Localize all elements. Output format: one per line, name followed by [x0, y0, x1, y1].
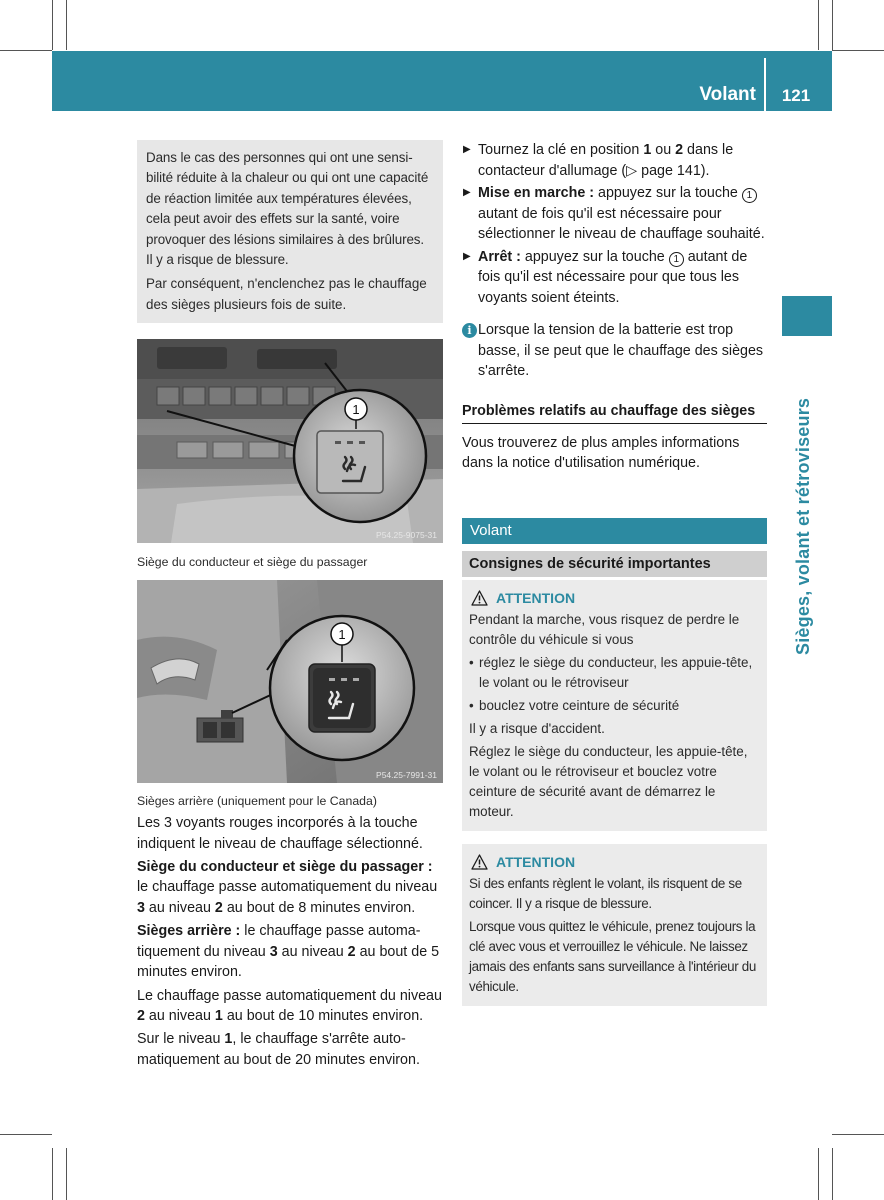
crop-mark	[66, 0, 67, 50]
intro-paragraph: Les 3 voyants rouges incorporés à la touche indiquent le niveau de chauffage sélectionné.	[137, 815, 423, 852]
step-ignition: ▶ Tournez la clé en position 1 ou 2 dans le contacteur d'allumage (▷ page 141).	[463, 142, 734, 179]
figure-ref: P54.25-7991-31	[376, 770, 437, 781]
figure-ref: P54.25-9075-31	[376, 530, 437, 541]
warning-box	[137, 140, 443, 323]
crop-mark	[818, 0, 819, 50]
side-tab-label: Sièges, volant et rétroviseurs	[793, 397, 813, 655]
attention-heading: ATTENTION	[469, 852, 760, 872]
figure-front-seat-heater	[137, 339, 443, 543]
attention-box-children	[462, 844, 767, 1006]
callout-number: 1	[669, 252, 684, 267]
attention-bullet: • bouclez votre ceinture de sécurité	[469, 696, 760, 716]
problems-text: Vous trouverez de plus amples informations dans la notice d'utilisation numérique.	[462, 434, 740, 471]
figure-rear-seat-heater	[137, 580, 443, 783]
figure-caption: Sièges arrière (uniquement pour le Canada)	[137, 794, 377, 809]
front-seats-paragraph: Siège du conducteur et siège du passager : le chauffage passe automatiquement du niveau 3 au niveau 2 au bout de 8 minutes environ.	[137, 859, 438, 916]
warning-triangle-icon	[471, 590, 488, 606]
crop-mark	[0, 50, 52, 51]
level-one-paragraph: Sur le niveau 1, le chauffage s'arrête automatiquement au bout de 20 minutes environ.	[137, 1031, 420, 1068]
attention-heading: ATTENTION	[469, 588, 760, 608]
problems-heading: Problèmes relatifs au chauffage des sièges	[462, 401, 767, 424]
header-title: Volant	[699, 84, 756, 105]
page-reference-link[interactable]: ▷ page 141	[626, 162, 701, 179]
rear-seat-heater-photo	[137, 580, 443, 783]
crop-mark	[832, 0, 833, 50]
callout-number: 1	[742, 188, 757, 203]
step-switch-on: ▶ Mise en marche : appuyez sur la touche 1 autant de fois qu'il est nécessaire pour sélectionner le niveau de chauffage souhaité.	[463, 185, 765, 242]
level-two-paragraph: Le chauffage passe automatiquement du niveau 2 au niveau 1 au bout de 10 minutes environ.	[137, 987, 442, 1024]
attention-text: Réglez le siège du conducteur, les appuie-tête, le volant ou le rétroviseur et bouclez votre ceinture de sécurité avant de démarrez le moteur.	[469, 743, 748, 819]
warning-paragraph: Par conséquent, n'enclenchez pas le chauffage des sièges plusieurs fois de suite.	[146, 276, 427, 312]
left-column	[137, 140, 443, 1070]
crop-mark	[818, 1148, 819, 1200]
attention-box-driving	[462, 580, 767, 831]
section-title-bar: Volant	[462, 518, 767, 544]
crop-mark	[52, 0, 53, 50]
warning-triangle-icon	[471, 854, 488, 870]
crop-mark	[832, 50, 884, 51]
arrow-right-icon: ▶	[463, 250, 471, 262]
crop-mark	[66, 1148, 67, 1200]
warning-paragraph: Dans le cas des personnes qui ont une sensibilité réduite à la chaleur ou qui ont une capacité de réaction limitée aux températures élevées, cela peut avoir des effets sur la santé, voire provoquer des lésions similaires à des brûlures. Il y a risque de blessure.	[146, 150, 429, 268]
crop-mark	[0, 1134, 52, 1135]
heating-levels-text	[137, 813, 443, 1070]
crop-mark	[832, 1148, 833, 1200]
figure2-callout: 1	[338, 627, 346, 643]
arrow-right-icon: ▶	[463, 187, 471, 198]
subsection-title-bar: Consignes de sécurité importantes	[462, 551, 767, 577]
info-note: i Lorsque la tension de la batterie est trop basse, il se peut que le chauffage des sièges s'arrête.	[462, 320, 767, 382]
attention-text: Si des enfants règlent le volant, ils risquent de se coincer. Il y a risque de blessure.	[469, 875, 742, 911]
header-divider	[764, 58, 766, 112]
seat-heater-photo	[137, 339, 443, 543]
page-number: 121	[781, 86, 811, 105]
crop-mark	[52, 1148, 53, 1200]
attention-bullet: • réglez le siège du conducteur, les appuie-tête, le volant ou le rétroviseur	[469, 653, 760, 693]
rear-seats-paragraph: Sièges arrière : le chauffage passe automatiquement du niveau 3 au niveau 2 au bout de 5 minutes environ.	[137, 923, 440, 981]
crop-mark	[832, 1134, 884, 1135]
right-column	[462, 140, 767, 1006]
figure1-callout: 1	[352, 402, 360, 418]
arrow-right-icon: ▶	[463, 144, 471, 155]
attention-text: Pendant la marche, vous risquez de perdre le contrôle du véhicule si vous	[469, 611, 740, 647]
info-icon: i	[462, 323, 477, 338]
attention-text: Il y a risque d'accident.	[469, 720, 605, 736]
attention-text: Lorsque vous quittez le véhicule, prenez toujours la clé avec vous et verrouillez le véhicule. Ne laissez jamais des enfants sans surveillance à l'intérieur du véhicule.	[469, 918, 756, 994]
figure-caption: Siège du conducteur et siège du passager	[137, 555, 368, 570]
step-switch-off: ▶ Arrêt : appuyez sur la touche 1 autant de fois qu'il est nécessaire pour que tous les voyants soient éteints.	[463, 248, 748, 306]
